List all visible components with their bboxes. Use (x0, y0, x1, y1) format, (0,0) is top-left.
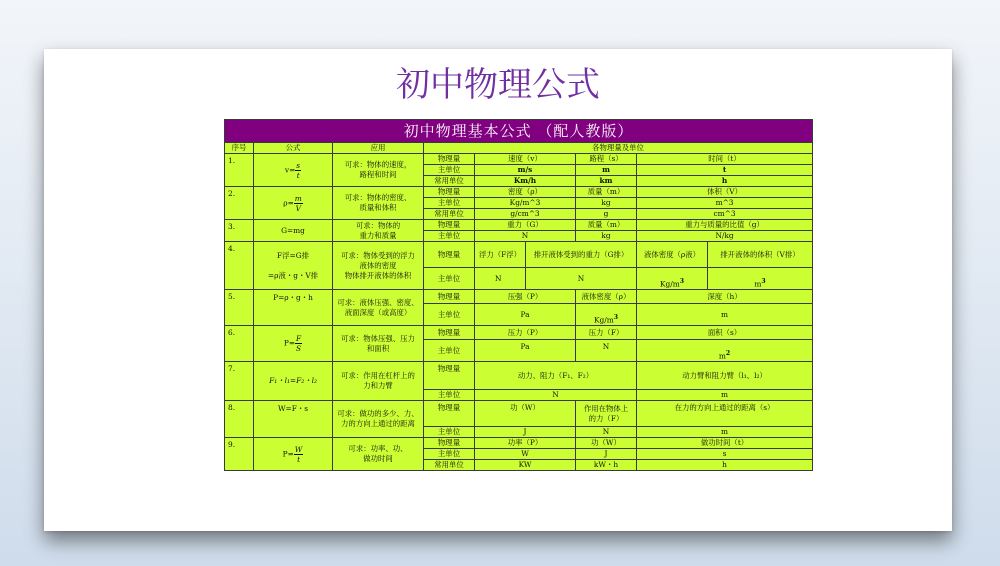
qty-cell: 质量（m） (576, 220, 637, 231)
unit-text: Kg/m (659, 279, 680, 288)
table-row (225, 326, 813, 340)
unit-cell: m (576, 165, 637, 176)
row-number: 2. (225, 187, 254, 220)
unit-superscript: 3 (679, 277, 685, 285)
formula-cell: F₁・l₁=F₂・l₂ (254, 362, 333, 401)
qty-cell: 重力与质量的比值（g） (637, 220, 813, 231)
unit-cell: W (475, 449, 576, 460)
formula-fraction (294, 445, 304, 464)
qty-cell: 功（W） (475, 401, 576, 427)
application-cell: 可求：作用在杠杆上的 力和力臂 (333, 362, 424, 401)
unit-cell: m/s (475, 165, 576, 176)
qty-cell: 排开液体的体积（V排） (708, 242, 813, 268)
unit-cell: Pa (475, 304, 576, 326)
row-label-common-unit: 常用单位 (424, 176, 475, 187)
unit-cell: kg (576, 231, 637, 242)
row-label-main-unit: 主单位 (424, 198, 475, 209)
unit-cell: kW・h (576, 460, 637, 471)
unit-cell (576, 304, 637, 326)
formula-table-wrapper (224, 119, 812, 471)
row-label-common-unit: 常用单位 (424, 460, 475, 471)
table-row (225, 154, 813, 165)
row-label-qty: 物理量 (424, 401, 475, 427)
row-label-qty: 物理量 (424, 220, 475, 231)
formula-denominator: t (297, 454, 301, 464)
formula-denominator: S (296, 344, 302, 353)
qty-cell: 功率（P） (475, 438, 576, 449)
row-label-qty: 物理量 (424, 438, 475, 449)
qty-cell: 压力（F） (576, 326, 637, 340)
table-row (225, 220, 813, 231)
qty-cell: 体积（V） (637, 187, 813, 198)
qty-cell: 液体密度（ρ液） (637, 242, 708, 268)
formula-numerator: s (296, 160, 301, 170)
formula-numerator: W (294, 444, 303, 454)
application-cell: 可求：物体的密度、 质量和体积 (333, 187, 424, 220)
col-header-number: 序号 (225, 143, 254, 154)
table-row (225, 290, 813, 304)
application-cell: 可求：物体的 重力和质量 (333, 220, 424, 242)
formula-line: =ρ液・g・V排 (267, 270, 319, 280)
qty-cell: 浮力（F浮） (475, 242, 526, 268)
row-number: 4. (225, 242, 254, 290)
qty-cell: 在力的方向上通过的距离（s） (637, 401, 813, 427)
row-label-qty: 物理量 (424, 326, 475, 340)
row-number: 1. (225, 154, 254, 187)
formula-fraction (295, 334, 302, 353)
row-label-main-unit: 主单位 (424, 340, 475, 362)
row-label-main-unit: 主单位 (424, 231, 475, 242)
row-label-main-unit: 主单位 (424, 304, 475, 326)
qty-cell: 动力臂和阻力臂（l₁、l₂） (637, 362, 813, 390)
unit-cell: h (637, 460, 813, 471)
row-label-qty: 物理量 (424, 154, 475, 165)
qty-cell: 路程（s） (576, 154, 637, 165)
formula-fraction (294, 194, 303, 213)
unit-cell (637, 268, 708, 290)
formula-cell (254, 154, 333, 187)
row-label-qty: 物理量 (424, 242, 475, 268)
col-header-application: 应用 (333, 143, 424, 154)
qty-cell: 液体密度（ρ） (576, 290, 637, 304)
formula-cell: W=F・s (254, 401, 333, 438)
unit-cell: Kg/m^3 (475, 198, 576, 209)
row-label-main-unit: 主单位 (424, 390, 475, 401)
formula-cell (254, 187, 333, 220)
row-number: 5. (225, 290, 254, 326)
row-number: 9. (225, 438, 254, 471)
formula-cell: P=ρ・g・h (254, 290, 333, 326)
qty-cell: 作用在物体上 的力（F） (576, 401, 637, 427)
qty-cell: 功（W） (576, 438, 637, 449)
qty-cell: 重力（G） (475, 220, 576, 231)
application-cell: 可求：物体受到的浮力 液体的密度 物体排开液体的体积 (333, 242, 424, 290)
row-number: 6. (225, 326, 254, 362)
table-row (225, 242, 813, 268)
unit-cell: s (637, 449, 813, 460)
unit-cell: km (576, 176, 637, 187)
unit-cell: m^3 (637, 198, 813, 209)
qty-cell: 压强（P） (475, 290, 576, 304)
unit-cell: N (475, 231, 576, 242)
unit-cell: g/cm^3 (475, 209, 576, 220)
row-label-qty: 物理量 (424, 290, 475, 304)
page-title: 初中物理公式 (396, 65, 600, 105)
application-cell: 可求：做功的多少、力、 力的方向上通过的距离 (333, 401, 424, 438)
col-header-units: 各物理量及单位 (424, 143, 813, 154)
formula-numerator: F (296, 334, 302, 343)
unit-cell: h (637, 176, 813, 187)
unit-cell: Km/h (475, 176, 576, 187)
qty-cell: 压力（P） (475, 326, 576, 340)
formula-cell (254, 326, 333, 362)
unit-cell: t (637, 165, 813, 176)
unit-cell: m (637, 427, 813, 438)
row-label-qty: 物理量 (424, 362, 475, 390)
unit-superscript: 3 (613, 313, 619, 321)
formula-fraction (295, 161, 301, 180)
qty-cell: 做功时间（t） (637, 438, 813, 449)
formula-cell: G=mg (254, 220, 333, 242)
unit-cell: cm^3 (637, 209, 813, 220)
unit-cell (708, 268, 813, 290)
qty-cell: 面积（s） (637, 326, 813, 340)
unit-cell: KW (475, 460, 576, 471)
column-header-row (225, 143, 813, 154)
unit-cell: N (576, 427, 637, 438)
unit-cell: g (576, 209, 637, 220)
table-row (225, 187, 813, 198)
table-heading: 初中物理基本公式 （配人教版） (225, 120, 813, 143)
unit-cell: J (576, 449, 637, 460)
unit-cell: N/kg (637, 231, 813, 242)
formula-cell (254, 438, 333, 471)
row-number: 7. (225, 362, 254, 401)
formula-denominator: t (296, 170, 300, 180)
row-label-main-unit: 主单位 (424, 449, 475, 460)
application-cell: 可求：物体的速度， 路程和时间 (333, 154, 424, 187)
unit-cell: m (637, 304, 813, 326)
application-cell: 可求：液体压强、密度、 液面深度（或高度） (333, 290, 424, 326)
formula-lhs: P= (282, 449, 294, 458)
unit-cell: N (576, 340, 637, 362)
table-row (225, 438, 813, 449)
row-label-main-unit: 主单位 (424, 165, 475, 176)
row-label-common-unit: 常用单位 (424, 209, 475, 220)
application-cell: 可求：物体压强、压力 和面积 (333, 326, 424, 362)
table-row (225, 362, 813, 390)
row-number: 8. (225, 401, 254, 438)
row-label-qty: 物理量 (424, 187, 475, 198)
unit-cell: kg (576, 198, 637, 209)
unit-text: m (718, 351, 726, 360)
qty-cell: 时间（t） (637, 154, 813, 165)
formula-line: F浮=G排 (276, 250, 309, 260)
unit-cell: N (526, 268, 637, 290)
formula-numerator: m (294, 193, 302, 203)
formula-cell (254, 242, 333, 290)
slide (44, 49, 952, 531)
unit-text: Kg/m (593, 315, 614, 324)
qty-cell: 速度（v） (475, 154, 576, 165)
qty-cell: 动力、阻力（F₁、F₂） (475, 362, 637, 390)
col-header-formula: 公式 (254, 143, 333, 154)
formula-lhs: P= (283, 338, 296, 348)
unit-superscript: 3 (761, 277, 766, 285)
formula-table (224, 119, 813, 471)
row-number: 3. (225, 220, 254, 242)
row-label-main-unit: 主单位 (424, 427, 475, 438)
qty-cell: 深度（h） (637, 290, 813, 304)
table-row (225, 401, 813, 427)
unit-cell: m (637, 390, 813, 401)
formula-lhs: v= (284, 165, 296, 174)
application-cell: 可求：功率、功、 做功时间 (333, 438, 424, 471)
unit-cell: Pa (475, 340, 576, 362)
unit-cell (637, 340, 813, 362)
formula-lhs: ρ= (283, 198, 294, 207)
unit-text: m (754, 279, 762, 288)
qty-cell: 排开液体受到的重力（G排） (526, 242, 637, 268)
unit-superscript: 2 (725, 349, 731, 357)
qty-cell: 密度（ρ） (475, 187, 576, 198)
qty-cell: 质量（m） (576, 187, 637, 198)
row-label-main-unit: 主单位 (424, 268, 475, 290)
unit-cell: J (475, 427, 576, 438)
unit-cell: N (475, 268, 526, 290)
formula-denominator: V (295, 203, 301, 213)
unit-cell: N (475, 390, 637, 401)
